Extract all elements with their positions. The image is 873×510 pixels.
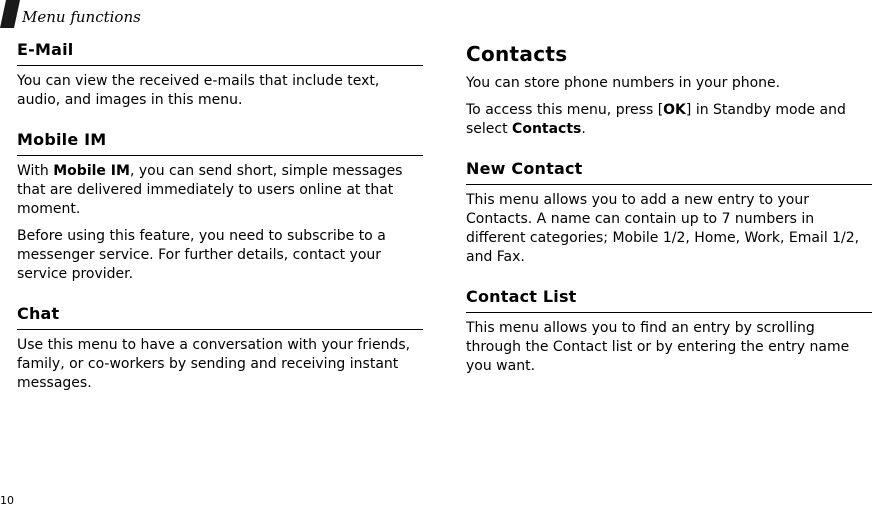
page-header-title: Menu functions [22, 8, 141, 26]
email-section [17, 40, 423, 110]
mobile-im-paragraph-1 [17, 162, 423, 219]
header-accent-bar [0, 0, 20, 28]
chat-heading: Chat [17, 304, 423, 330]
new-contact-body: This menu allows you to add a new entry to your Contacts. A name can contain up to 7 numbers in different categories; Mobile 1/2, Home, Work, Email 1/2, and Fax. [466, 192, 860, 265]
contacts-paragraph-1: You can store phone numbers in your phone. [466, 75, 781, 91]
chat-body: Use this menu to have a conversation with your friends, family, or co-workers by sending and receiving instant messages. [17, 337, 411, 391]
contacts-heading: Contacts [466, 42, 568, 66]
right-column [466, 42, 872, 384]
ok-key-label: OK [663, 102, 686, 118]
contacts-paragraph-2 [466, 101, 872, 139]
contact-list-body: This menu allows you to find an entry by scrolling through the Contact list or by entering the entry name you want. [466, 320, 850, 374]
mobile-im-p1-suffix: , you can send short, simple messages that are delivered immediately to users online at that moment. [17, 163, 403, 217]
page-number: 10 [0, 494, 14, 507]
email-body: You can view the received e-mails that include text, audio, and images in this menu. [17, 73, 380, 108]
new-contact-heading: New Contact [466, 159, 872, 185]
mobile-im-section [17, 130, 423, 284]
contacts-p2-suffix: . [581, 121, 586, 137]
contact-list-heading: Contact List [466, 287, 872, 313]
left-column [17, 40, 423, 401]
mobile-im-heading: Mobile IM [17, 130, 423, 156]
contacts-p2-middle: ] in Standby mode and select [466, 102, 846, 137]
mobile-im-p1-bold: Mobile IM [53, 163, 130, 179]
email-heading: E-Mail [17, 40, 423, 66]
contacts-p2-bold: Contacts [512, 121, 582, 137]
contacts-section [466, 42, 872, 139]
chat-section [17, 304, 423, 393]
contacts-p2-prefix: To access this menu, press [ [466, 102, 664, 118]
mobile-im-p1-prefix: With [17, 163, 54, 179]
new-contact-section [466, 159, 872, 267]
contact-list-section [466, 287, 872, 376]
mobile-im-paragraph-2: Before using this feature, you need to subscribe to a messenger service. For further details, contact your service provider. [17, 228, 386, 282]
